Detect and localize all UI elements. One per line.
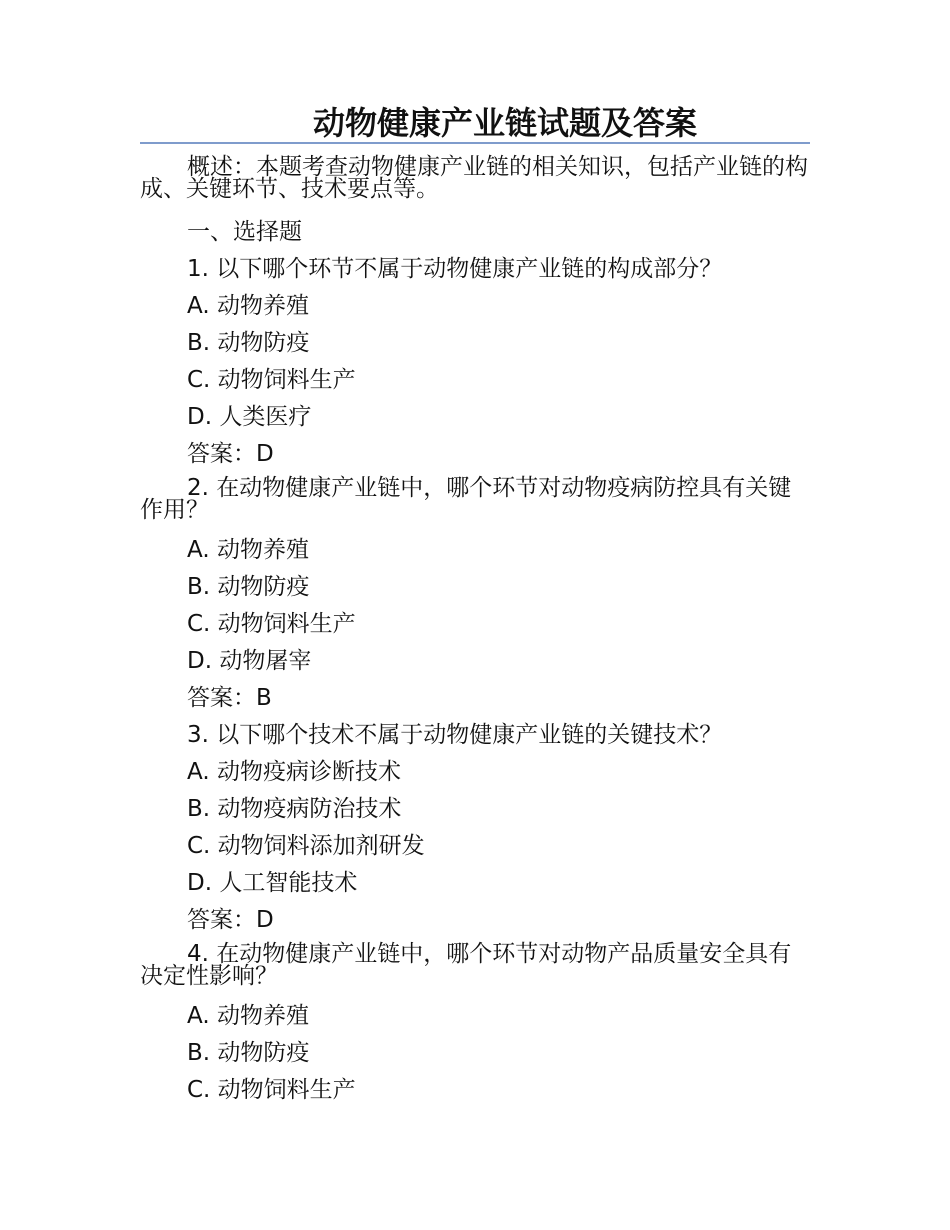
question-answer: 答案：B bbox=[187, 685, 272, 711]
question-option: C. 动物饲料生产 bbox=[187, 611, 356, 637]
question-answer: 答案：D bbox=[187, 441, 274, 467]
question-option: D. 动物屠宰 bbox=[187, 648, 312, 674]
question-stem: 1. 以下哪个环节不属于动物健康产业链的构成部分？ bbox=[187, 256, 723, 282]
question-option: C. 动物饲料生产 bbox=[187, 1077, 356, 1103]
overview-paragraph: 概述：本题考查动物健康产业链的相关知识，包括产业链的构成、关键环节、技术要点等。 bbox=[140, 154, 808, 202]
question-option: A. 动物养殖 bbox=[187, 1003, 309, 1029]
question-stem: 2. 在动物健康产业链中，哪个环节对动物疫病防控具有关键作用？ bbox=[140, 475, 792, 523]
title-block bbox=[140, 104, 810, 144]
question-option: C. 动物饲料生产 bbox=[187, 367, 356, 393]
question-option: D. 人工智能技术 bbox=[187, 870, 358, 896]
document-body bbox=[140, 156, 812, 1109]
question-stem: 3. 以下哪个技术不属于动物健康产业链的关键技术？ bbox=[187, 722, 723, 748]
question-option: B. 动物疫病防治技术 bbox=[187, 796, 402, 822]
question-option: B. 动物防疫 bbox=[187, 1040, 310, 1066]
question-option: A. 动物疫病诊断技术 bbox=[187, 759, 401, 785]
question-stem: 4. 在动物健康产业链中，哪个环节对动物产品质量安全具有决定性影响？ bbox=[140, 941, 792, 989]
question-option: D. 人类医疗 bbox=[187, 404, 312, 430]
question-option: C. 动物饲料添加剂研发 bbox=[187, 833, 425, 859]
question-option: B. 动物防疫 bbox=[187, 574, 310, 600]
section-heading: 一、选择题 bbox=[187, 219, 302, 245]
question-option: A. 动物养殖 bbox=[187, 293, 309, 319]
question-option: A. 动物养殖 bbox=[187, 537, 309, 563]
page-title: 动物健康产业链试题及答案 bbox=[312, 104, 697, 142]
question-answer: 答案：D bbox=[187, 907, 274, 933]
question-option: B. 动物防疫 bbox=[187, 330, 310, 356]
